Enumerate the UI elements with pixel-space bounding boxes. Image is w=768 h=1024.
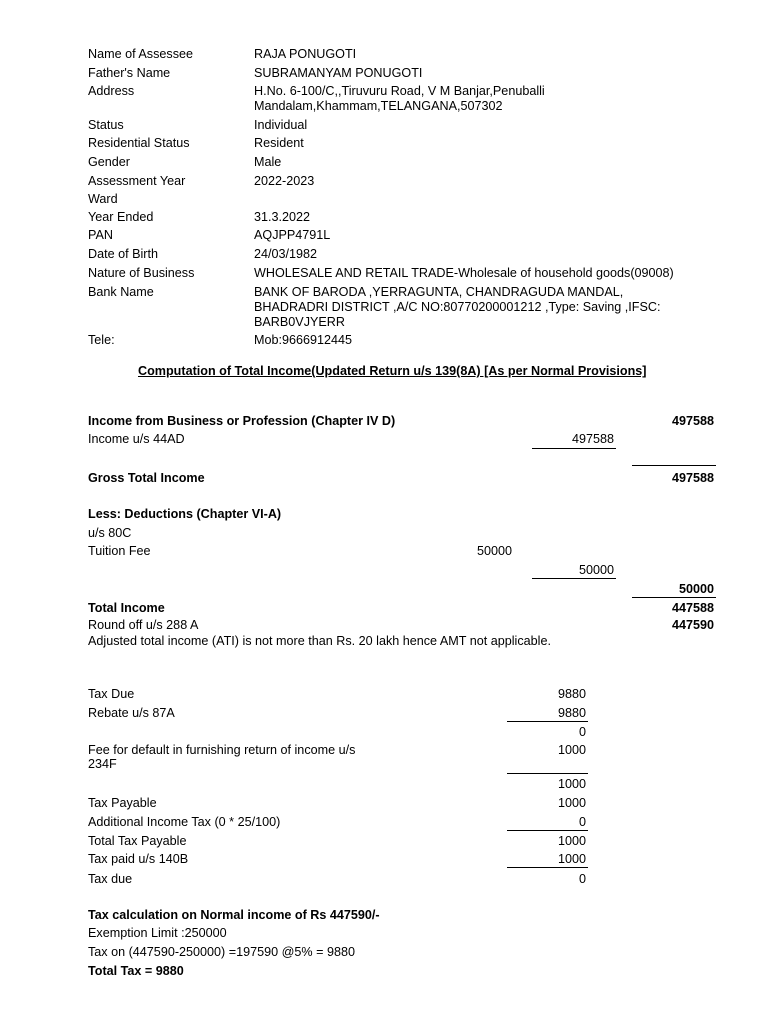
payable-label: Tax Payable [88, 796, 157, 810]
value-bank-line1: BANK OF BARODA ,YERRAGUNTA, CHANDRAGUDA MANDAL, [254, 285, 624, 299]
total-income-label: Total Income [88, 601, 165, 615]
calc-total: Total Tax = 9880 [88, 964, 184, 978]
fee-subtotal: 1000 [557, 777, 586, 791]
total-income-value: 447588 [671, 601, 714, 615]
divider-gross [632, 465, 716, 466]
rebate-value: 9880 [557, 706, 586, 720]
tax-due-value: 9880 [557, 687, 586, 701]
payable-value: 1000 [557, 796, 586, 810]
sec-80c-label: u/s 80C [88, 526, 132, 540]
value-assessment-year: 2022-2023 [254, 174, 315, 188]
computation-title: Computation of Total Income(Updated Return u/s 139(8A) [As per Normal Provisions] [138, 364, 647, 378]
value-gender: Male [254, 155, 282, 169]
roundoff-value: 447590 [671, 618, 714, 632]
after-rebate-value: 0 [578, 725, 586, 739]
label-status: Status [88, 118, 124, 132]
label-nature-of-business: Nature of Business [88, 266, 195, 280]
fee-value: 1000 [557, 743, 586, 757]
due-value: 0 [578, 872, 586, 886]
value-address-line1: H.No. 6-100/C,,Tiruvuru Road, V M Banjar,Penuballi [254, 84, 545, 98]
value-bank-line3: BARB0VJYERR [254, 315, 345, 329]
value-father: SUBRAMANYAM PONUGOTI [254, 66, 423, 80]
paid-value: 1000 [557, 852, 586, 866]
label-residential-status: Residential Status [88, 136, 190, 150]
additional-value: 0 [578, 815, 586, 829]
calc-heading: Tax calculation on Normal income of Rs 447590/- [88, 908, 380, 922]
divider-44ad [532, 448, 616, 449]
divider-rebate [507, 721, 588, 722]
tuition-label: Tuition Fee [88, 544, 151, 558]
divider-additional [507, 830, 588, 831]
value-pan: AQJPP4791L [254, 228, 331, 242]
label-address: Address [88, 84, 135, 98]
label-bank-name: Bank Name [88, 285, 154, 299]
roundoff-label: Round off u/s 288 A [88, 618, 199, 632]
calc-exemption: Exemption Limit :250000 [88, 926, 227, 940]
business-head: Income from Business or Profession (Chapter IV D) [88, 414, 396, 428]
tax-due-label: Tax Due [88, 687, 135, 701]
value-year-ended: 31.3.2022 [254, 210, 311, 224]
due-label: Tax due [88, 872, 133, 886]
label-gender: Gender [88, 155, 131, 169]
calc-tax-on: Tax on (447590-250000) =197590 @5% = 9880 [88, 945, 355, 959]
label-ward: Ward [88, 192, 118, 206]
income-44ad-label: Income u/s 44AD [88, 432, 185, 446]
label-pan: PAN [88, 228, 113, 242]
value-dob: 24/03/1982 [254, 247, 318, 261]
paid-label: Tax paid u/s 140B [88, 852, 189, 866]
rebate-label: Rebate u/s 87A [88, 706, 175, 720]
amt-note: Adjusted total income (ATI) is not more than Rs. 20 lakh hence AMT not applicable. [88, 634, 551, 648]
deductions-head: Less: Deductions (Chapter VI-A) [88, 507, 282, 521]
label-dob: Date of Birth [88, 247, 158, 261]
divider-tuition [532, 578, 616, 579]
label-name: Name of Assessee [88, 47, 193, 61]
deductions-total: 50000 [678, 582, 714, 596]
fee-label-line1: Fee for default in furnishing return of income u/s [88, 743, 356, 757]
gross-value: 497588 [671, 471, 714, 485]
value-name: RAJA PONUGOTI [254, 47, 357, 61]
label-assessment-year: Assessment Year [88, 174, 186, 188]
value-nature-of-business: WHOLESALE AND RETAIL TRADE-Wholesale of household goods(09008) [254, 266, 674, 280]
divider-fee [507, 773, 588, 774]
divider-paid [507, 867, 588, 868]
gross-label: Gross Total Income [88, 471, 205, 485]
additional-label: Additional Income Tax (0 * 25/100) [88, 815, 281, 829]
value-status: Individual [254, 118, 308, 132]
tuition-subtotal: 50000 [578, 563, 614, 577]
value-residential-status: Resident [254, 136, 304, 150]
business-total: 497588 [671, 414, 714, 428]
fee-label-line2: 234F [88, 757, 117, 771]
value-bank-line2: BHADRADRI DISTRICT ,A/C NO:80770200001212 ,Type: Saving ,IFSC: [254, 300, 661, 314]
tuition-value: 50000 [476, 544, 512, 558]
total-payable-value: 1000 [557, 834, 586, 848]
value-address-line2: Mandalam,Khammam,TELANGANA,507302 [254, 99, 503, 113]
divider-deductions [632, 597, 716, 598]
label-year-ended: Year Ended [88, 210, 154, 224]
value-tele: Mob:9666912445 [254, 333, 353, 347]
label-father: Father's Name [88, 66, 171, 80]
total-payable-label: Total Tax Payable [88, 834, 187, 848]
income-44ad-value: 497588 [571, 432, 614, 446]
label-tele: Tele: [88, 333, 115, 347]
